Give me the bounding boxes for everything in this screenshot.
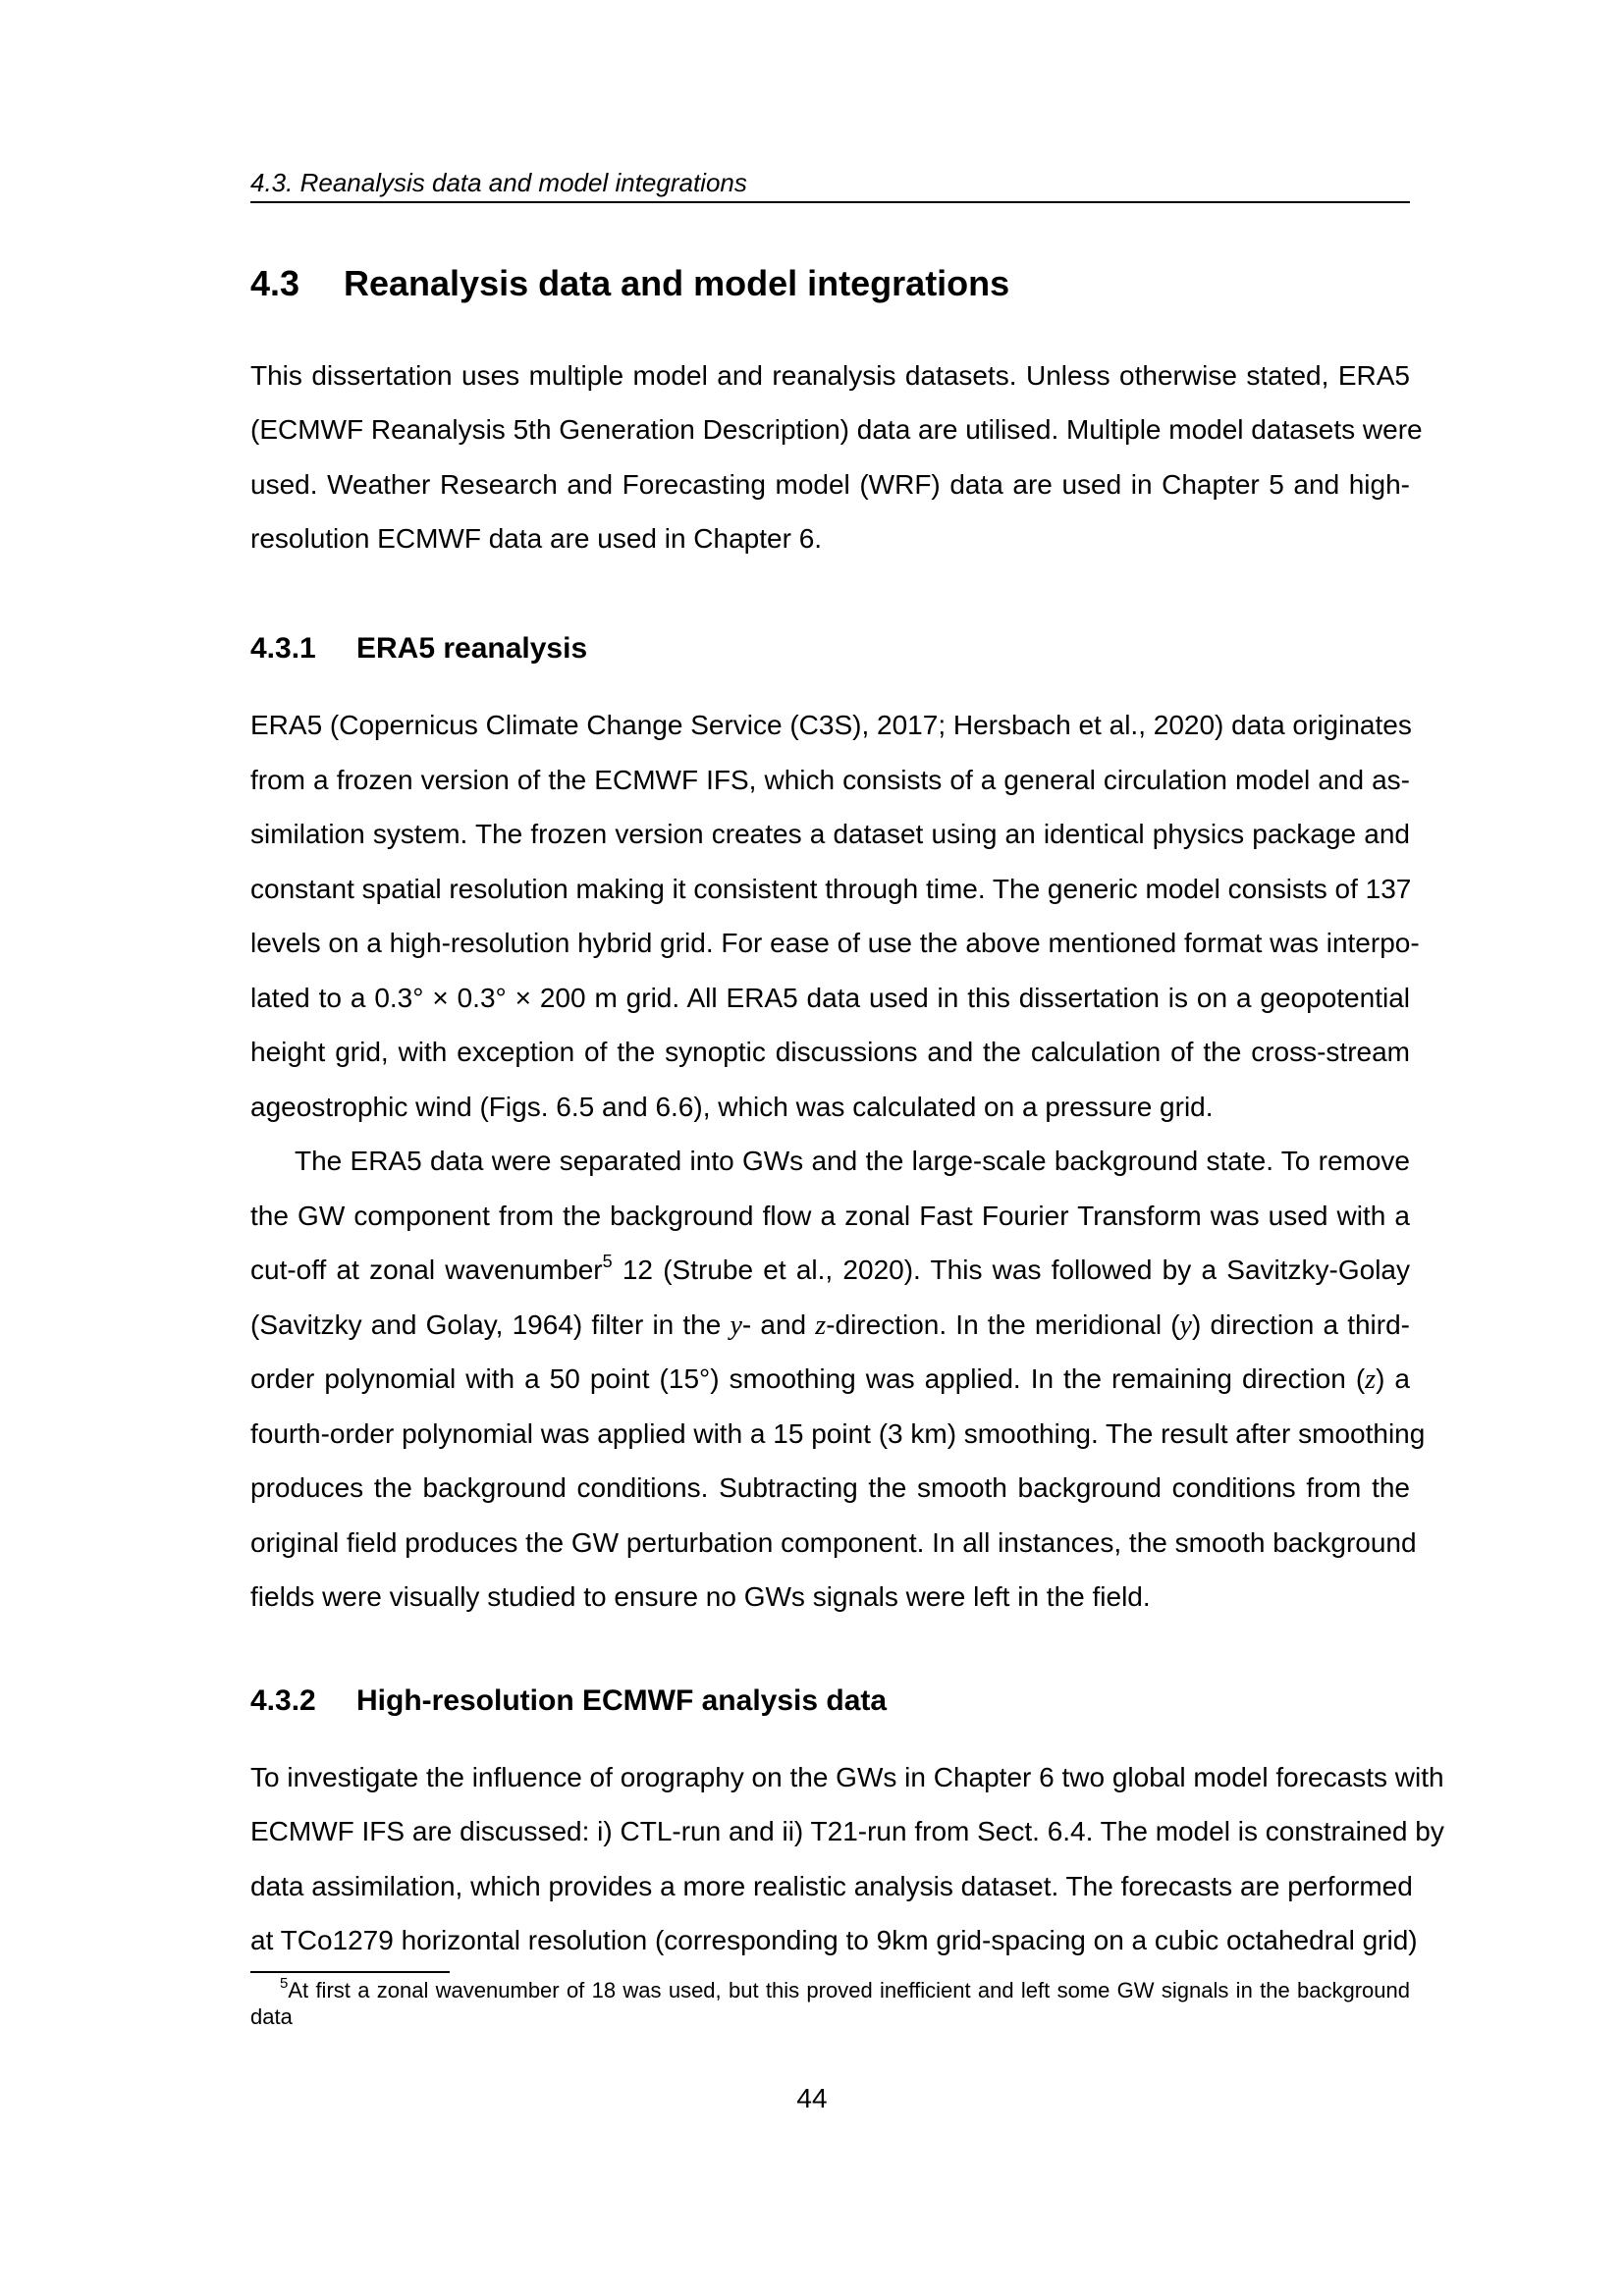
paragraph-line: [250, 1251, 1410, 1286]
text-span: order polynomial with a 50 point (15°) smoothing was applied. In the remaining direction (: [250, 1363, 1366, 1394]
footnote-text: At first a zonal wavenumber of 18 was used, but this proved inefficient and left some GW signals in the background: [288, 1978, 1410, 2002]
math-variable-z: z: [815, 1310, 827, 1341]
footnote-marker[interactable]: 5: [602, 1251, 613, 1271]
paragraph-line: at TCo1279 horizontal resolution (corresponding to 9km grid-spacing on a cubic octahedral grid): [250, 1925, 1418, 1955]
footnote-line: [280, 1974, 1410, 2003]
page-number: 44: [796, 2083, 828, 2113]
paragraph-line: used. Weather Research and Forecasting model (WRF) data are used in Chapter 5 and high-: [250, 469, 1410, 500]
paragraph-line: To investigate the influence of orography on the GWs in Chapter 6 two global model forecasts with: [250, 1762, 1444, 1792]
math-variable-y: y: [1179, 1310, 1192, 1341]
paragraph-line: [250, 1309, 1410, 1342]
subsection-title: ERA5 reanalysis: [356, 632, 588, 665]
text-span: ) direction a third-: [1191, 1309, 1410, 1340]
paragraph-line: original field produces the GW perturbation component. In all instances, the smooth background: [250, 1527, 1417, 1558]
paragraph-line: This dissertation uses multiple model and reanalysis datasets. Unless otherwise stated, ERA5: [250, 360, 1410, 391]
math-variable-y: y: [730, 1310, 742, 1341]
math-variable-z: z: [1365, 1364, 1377, 1395]
text-span: ) a: [1376, 1363, 1410, 1394]
paragraph-line: ERA5 (Copernicus Climate Change Service (C3S), 2017; Hersbach et al., 2020) data originates: [250, 710, 1412, 740]
paragraph-line: data assimilation, which provides a more realistic analysis dataset. The forecasts are performed: [250, 1871, 1413, 1901]
section-number: 4.3: [250, 263, 300, 303]
paragraph-line: constant spatial resolution making it consistent through time. The generic model consists of 137: [250, 874, 1412, 904]
section-title: Reanalysis data and model integrations: [344, 263, 1010, 303]
text-span: -direction. In the meridional (: [826, 1309, 1180, 1340]
paragraph-line: The ERA5 data were separated into GWs and the large-scale background state. To remove: [295, 1146, 1410, 1176]
text-span: - and: [741, 1309, 816, 1340]
paragraph-line: lated to a 0.3° × 0.3° × 200 m grid. All ERA5 data used in this dissertation is on a geopotential: [250, 983, 1410, 1013]
paragraph-line: resolution ECMWF data are used in Chapter 6.: [250, 523, 823, 554]
footnote-rule: [250, 1971, 450, 1973]
paragraph-line: height grid, with exception of the synoptic discussions and the calculation of the cross-stream: [250, 1037, 1410, 1067]
paragraph-line: the GW component from the background flow a zonal Fast Fourier Transform was used with a: [250, 1201, 1410, 1231]
paragraph-line: from a frozen version of the ECMWF IFS, which consists of a general circulation model and as-: [250, 765, 1410, 795]
text-span: cut-off at zonal wavenumber: [250, 1255, 603, 1285]
paragraph-line: ECMWF IFS are discussed: i) CTL-run and ii) T21-run from Sect. 6.4. The model is constrained by: [250, 1816, 1444, 1846]
paragraph-line: fourth-order polynomial was applied with a 15 point (3 km) smoothing. The result after smoothing: [250, 1418, 1426, 1449]
header-rule: [250, 201, 1410, 203]
paragraph-line: produces the background conditions. Subtracting the smooth background conditions from the: [250, 1472, 1410, 1503]
subsection-title: High-resolution ECMWF analysis data: [356, 1684, 888, 1717]
paragraph-line: (ECMWF Reanalysis 5th Generation Description) data are utilised. Multiple model datasets were: [250, 414, 1423, 445]
paragraph-line: similation system. The frozen version creates a dataset using an identical physics package and: [250, 819, 1410, 849]
paragraph-line: ageostrophic wind (Figs. 6.5 and 6.6), which was calculated on a pressure grid.: [250, 1092, 1214, 1122]
running-header: 4.3. Reanalysis data and model integrations: [250, 168, 747, 197]
paragraph-line: fields were visually studied to ensure no GWs signals were left in the field.: [250, 1581, 1151, 1612]
paragraph-line: levels on a high-resolution hybrid grid. For ease of use the above mentioned format was interpo-: [250, 928, 1420, 958]
subsection-number: 4.3.2: [250, 1684, 316, 1717]
footnote-line: data: [250, 2004, 293, 2029]
subsection-number: 4.3.1: [250, 632, 316, 665]
footnote-number: 5: [280, 1974, 289, 1992]
text-span: 12 (Strube et al., 2020). This was followed by a Savitzky-Golay: [612, 1255, 1410, 1285]
paragraph-line: [250, 1363, 1410, 1396]
text-span: (Savitzky and Golay, 1964) filter in the: [250, 1309, 731, 1340]
